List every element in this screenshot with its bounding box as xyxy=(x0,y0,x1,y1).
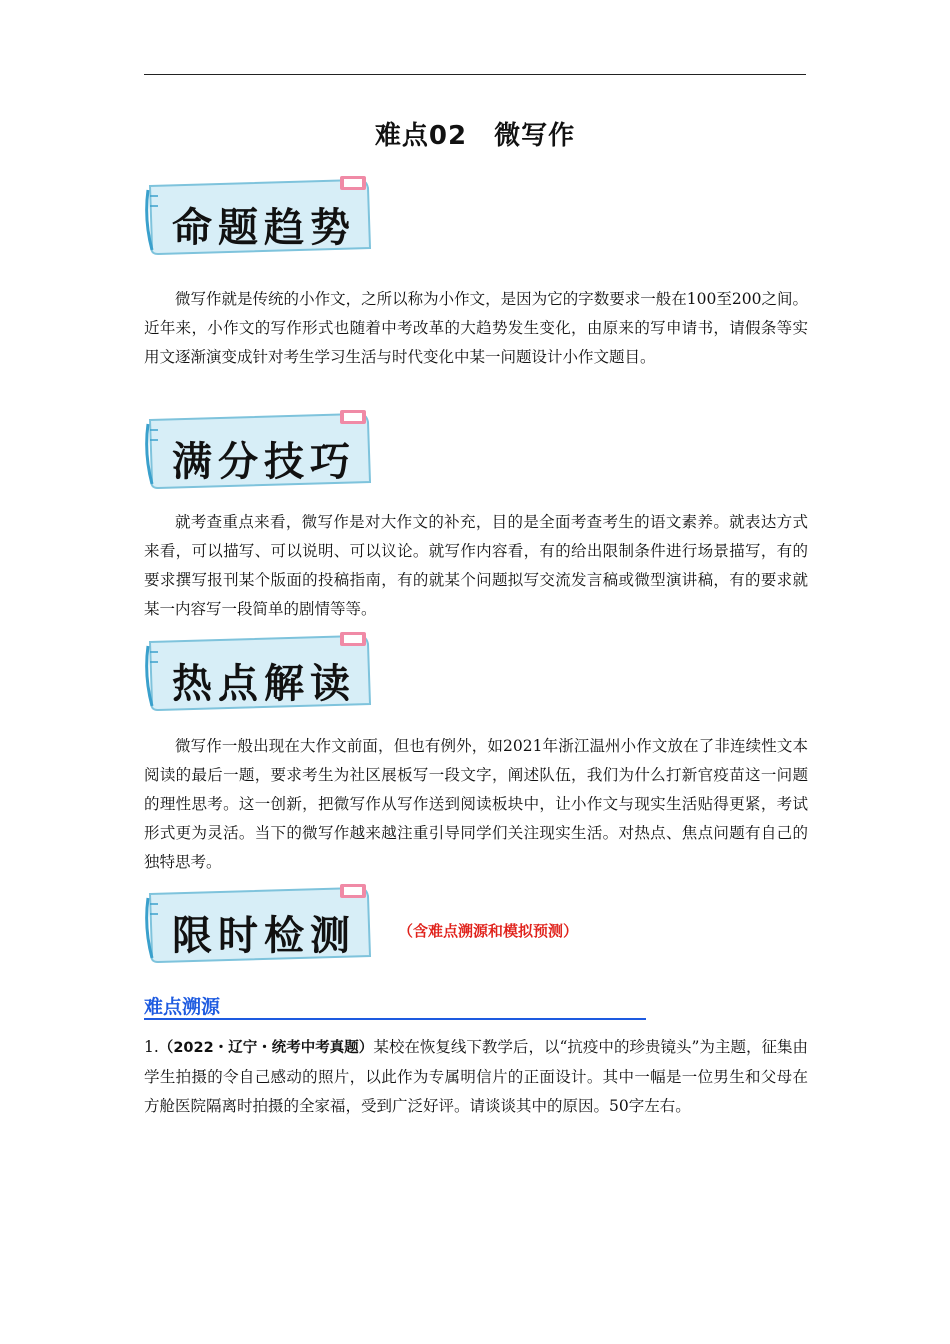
banner-hotspot xyxy=(144,632,376,714)
trend-paragraph: 微写作就是传统的小作文，之所以称为小作文，是因为它的字数要求一般在100至200之间。近年来，小作文的写作形式也随着中考改革的大趋势发生变化，由原来的写申请书，请假条等实用文逐渐演变成针对考生学习生活与时代变化中某一问题设计小作文题目。 xyxy=(144,290,808,366)
banner-label: 限时检测 xyxy=(172,912,356,959)
banner-trend xyxy=(144,176,376,258)
subsection-rule xyxy=(144,1018,646,1020)
header-rule xyxy=(144,74,806,75)
question-1 xyxy=(144,1033,808,1121)
hotspot-paragraph: 微写作一般出现在大作文前面，但也有例外，如2021年浙江温州小作文放在了非连续性文本阅读的最后一题，要求考生为社区展板写一段文字，阐述队伍，我们为什么打新官疫苗这一问题的理性思考。这一创新，把微写作从写作送到阅读板块中，让小作文与现实生活贴得更紧，考试形式更为灵活。当下的微写作越来越注重引导同学们关注现实生活。对热点、焦点问题有自己的独特思考。 xyxy=(144,737,808,871)
timed-test-note: （含难点溯源和模拟预测） xyxy=(398,922,579,940)
subsection-heading: 难点溯源 xyxy=(144,996,221,1018)
question-number: 1. xyxy=(144,1038,159,1056)
banner-skills xyxy=(144,410,376,492)
banner-label: 命题趋势 xyxy=(172,204,356,251)
banner-timed-test xyxy=(144,884,376,966)
skills-paragraph: 就考查重点来看，微写作是对大作文的补充，目的是全面考查考生的语文素养。就表达方式来看，可以描写、可以说明、可以议论。就写作内容看，有的给出限制条件进行场景描写，有的要求撰写报刊某个版面的投稿指南，有的就某个问题拟写交流发言稿或微型演讲稿，有的要求就某一内容写一段简单的剧情等等。 xyxy=(144,513,808,618)
question-text: 某校在恢复线下教学后，以“抗疫中的珍贵镜头”为主题，征集由学生拍摄的令自己感动的照片，以此作为专属明信片的正面设计。其中一幅是一位男生和父母在方舱医院隔离时拍摄的全家福，受到广泛好评。请谈谈其中的原因。50字左右。 xyxy=(144,1038,809,1115)
banner-label: 热点解读 xyxy=(172,660,356,707)
page-title: 难点02 微写作 xyxy=(374,121,576,151)
banner-label: 满分技巧 xyxy=(172,438,356,485)
question-source: （2022・辽宁・统考中考真题） xyxy=(158,1040,374,1056)
